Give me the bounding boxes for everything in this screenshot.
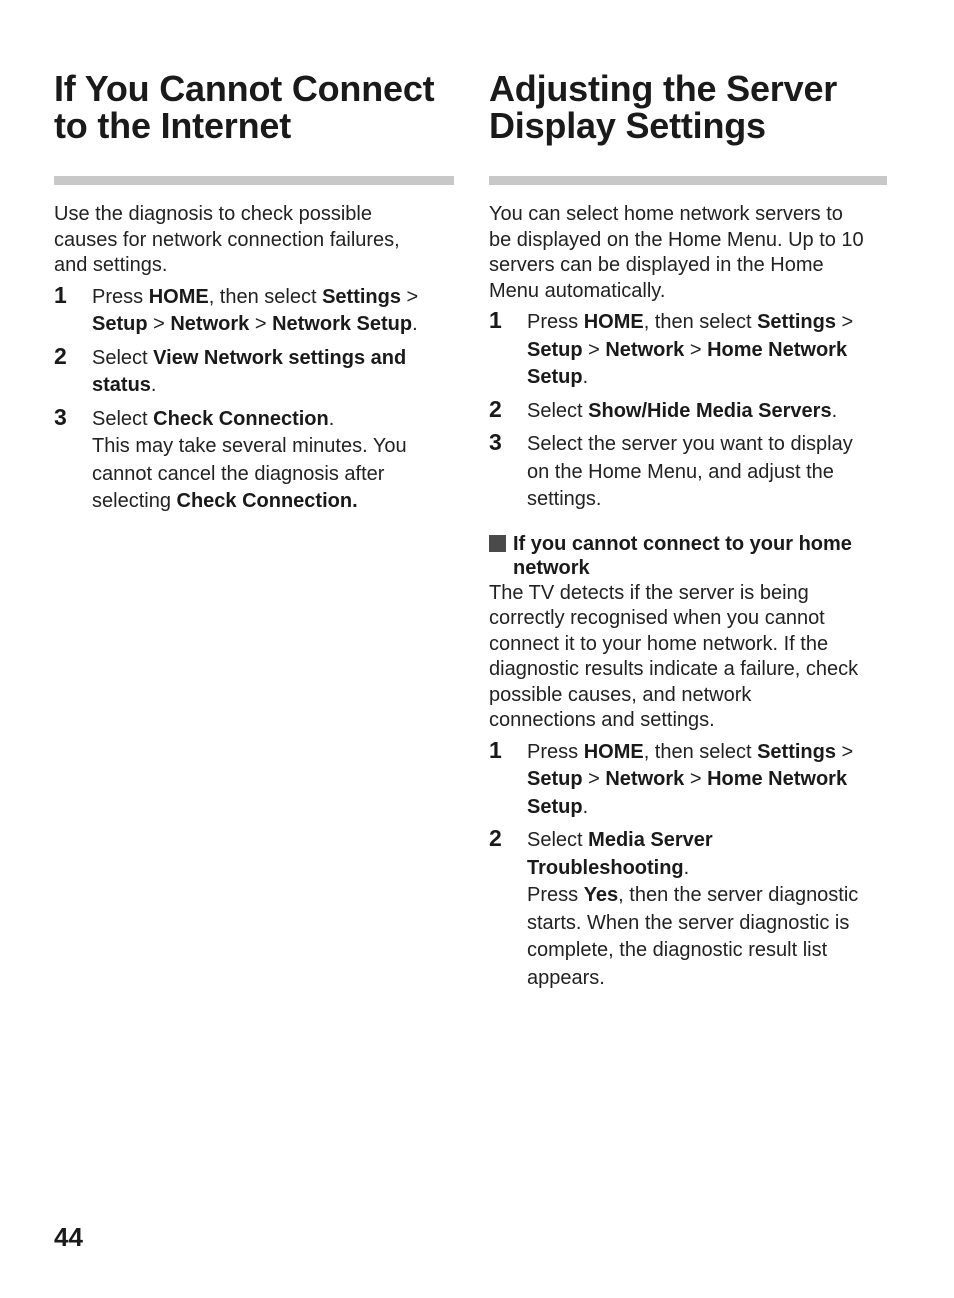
step-emphasis: Settings xyxy=(757,740,836,763)
step-text xyxy=(527,398,887,426)
step-plain-text: . xyxy=(150,374,157,396)
step-emphasis: Setup xyxy=(527,338,583,361)
step-number: 3 xyxy=(489,429,502,455)
step-plain-text: Select xyxy=(527,399,589,422)
step-plain-text: . xyxy=(831,399,838,422)
subsection-heading-text: If you cannot connect to your home network xyxy=(513,532,852,579)
step-emphasis: Network xyxy=(605,768,685,790)
step-plain-text: , then the server diagnostic starts. When the server diagnostic is complete, the diagnostic result list appears. xyxy=(527,884,859,989)
page-number: 44 xyxy=(54,1222,83,1252)
step-number: 1 xyxy=(489,736,502,763)
section-title-server-display: Adjusting the Server Display Settings xyxy=(489,68,838,146)
step-item xyxy=(54,403,454,516)
step-plain-text: Select the server you want to display on the Home Menu, and adjust the settings. xyxy=(527,433,853,510)
step-item xyxy=(54,342,454,400)
step-emphasis: HOME xyxy=(148,285,209,308)
step-item xyxy=(489,736,887,822)
step-number: 3 xyxy=(54,403,67,430)
step-item xyxy=(54,281,454,339)
right-column xyxy=(489,70,887,998)
step-plain-text: , then select xyxy=(208,285,323,308)
step-text xyxy=(92,345,454,400)
subsection-heading xyxy=(489,532,887,580)
step-plain-text: , then select xyxy=(643,311,758,333)
step-emphasis: Check Connection. xyxy=(176,490,358,512)
step-number: 1 xyxy=(54,281,67,308)
left-column xyxy=(54,70,454,522)
step-list xyxy=(54,281,454,516)
step-plain-text: Press xyxy=(527,740,584,763)
step-plain-text: Select xyxy=(527,829,589,851)
step-plain-text: Select xyxy=(92,407,154,430)
step-plain-text: > xyxy=(582,768,606,790)
step-emphasis: Home Network Setup xyxy=(527,768,848,818)
step-plain-text: , then select xyxy=(643,740,758,763)
step-emphasis: Home Network Setup xyxy=(527,338,848,388)
step-emphasis: Setup xyxy=(527,768,583,790)
step-text xyxy=(92,284,454,339)
step-item xyxy=(489,827,887,992)
step-plain-text: Select xyxy=(92,346,154,369)
step-number: 2 xyxy=(489,395,502,422)
step-item xyxy=(489,431,887,514)
step-emphasis: Yes xyxy=(583,884,619,906)
step-plain-text: . Press xyxy=(527,856,690,906)
step-plain-text: > xyxy=(249,313,273,335)
step-plain-text: . xyxy=(582,366,589,388)
step-emphasis: Network xyxy=(170,313,250,335)
step-emphasis: Check Connection xyxy=(153,407,329,430)
step-emphasis: Network Setup xyxy=(272,313,413,335)
title-rule xyxy=(489,176,887,185)
title-rule xyxy=(54,176,454,185)
step-emphasis: Show/Hide Media Servers xyxy=(588,399,832,422)
step-emphasis: Settings xyxy=(322,285,401,308)
step-plain-text: > xyxy=(582,338,606,361)
step-number: 2 xyxy=(489,825,502,851)
step-plain-text: Press xyxy=(92,285,149,308)
step-plain-text: . This may take several minutes. You cannot cancel the diagnosis after selecting xyxy=(92,407,407,512)
step-number: 1 xyxy=(489,307,502,333)
intro-text: You can select home network servers to be displayed on the Home Menu. Up to 10 servers can be displayed in the Home Menu automatically. xyxy=(489,203,864,302)
step-text xyxy=(527,739,887,822)
step-plain-text: . xyxy=(412,313,418,335)
step-emphasis: Setup xyxy=(92,313,148,335)
step-plain-text: . xyxy=(582,795,589,818)
step-emphasis: HOME xyxy=(583,311,644,333)
step-plain-text: > xyxy=(406,285,419,308)
intro-text: Use the diagnosis to check possible causes for network connection failures, and settings. xyxy=(54,203,400,276)
section-title-internet: If You Cannot Connect to the Internet xyxy=(54,68,435,146)
step-plain-text: Press xyxy=(527,311,584,333)
step-list xyxy=(489,736,887,993)
step-emphasis: Media Server Troubleshooting xyxy=(527,829,713,879)
step-emphasis: Settings xyxy=(757,311,836,333)
step-text xyxy=(527,431,887,514)
step-emphasis: Network xyxy=(605,338,685,361)
step-plain-text: > xyxy=(841,740,854,763)
subsection-text: The TV detects if the server is being correctly recognised when you cannot connect it to your home network. If the diagnostic results indicate a failure, check possible causes, and network connections and settings. xyxy=(489,581,859,731)
step-plain-text: > xyxy=(684,338,708,361)
step-emphasis: HOME xyxy=(583,740,644,763)
step-plain-text: > xyxy=(147,313,171,335)
step-number: 2 xyxy=(54,342,67,369)
step-text xyxy=(92,406,454,516)
step-item xyxy=(489,395,887,426)
square-bullet-icon xyxy=(489,535,506,552)
step-text xyxy=(527,309,887,392)
step-item xyxy=(489,309,887,392)
step-plain-text: > xyxy=(841,311,854,333)
step-text xyxy=(527,827,887,992)
step-list xyxy=(489,309,887,514)
step-plain-text: > xyxy=(684,768,708,790)
step-emphasis: View Network settings and status xyxy=(92,346,407,396)
